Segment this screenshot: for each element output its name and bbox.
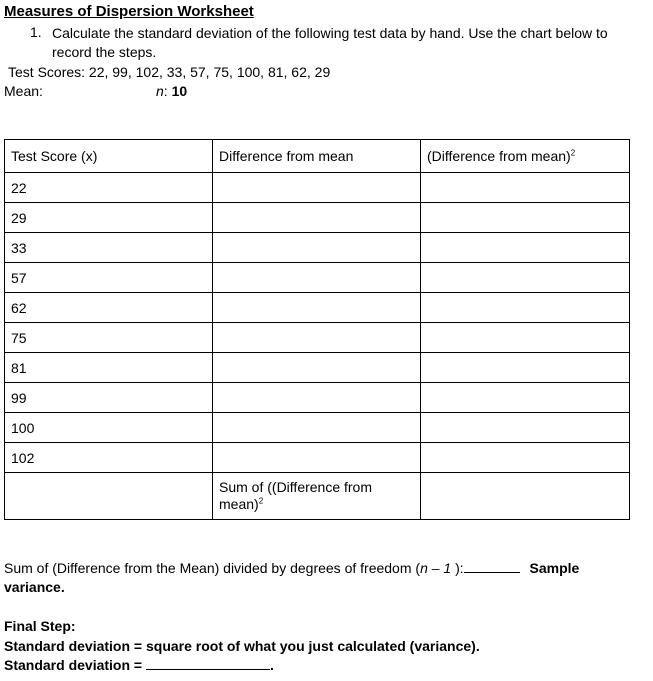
score-cell: 100 — [5, 413, 213, 443]
test-scores: Test Scores: 22, 99, 102, 33, 57, 75, 100, 81, 62, 29 — [8, 64, 331, 80]
final-step-line2: Standard deviation = . — [4, 657, 274, 673]
stddev-blank[interactable] — [146, 657, 270, 670]
squared-cell[interactable] — [421, 443, 630, 473]
score-cell: 99 — [5, 383, 213, 413]
squared-cell[interactable] — [421, 233, 630, 263]
header-difference: Difference from mean — [213, 140, 421, 173]
difference-cell[interactable] — [213, 293, 421, 323]
table-row — [5, 293, 630, 323]
score-cell: 22 — [5, 173, 213, 203]
n-value — [156, 83, 187, 99]
difference-cell[interactable] — [213, 443, 421, 473]
squared-cell[interactable] — [421, 203, 630, 233]
score-cell: 33 — [5, 233, 213, 263]
difference-cell[interactable] — [213, 383, 421, 413]
difference-cell[interactable] — [213, 323, 421, 353]
table-row — [5, 323, 630, 353]
table-row — [5, 263, 630, 293]
table-row — [5, 173, 630, 203]
squared-cell[interactable] — [421, 323, 630, 353]
sum-label-cell: Sum of ((Difference from mean)$^2$ — [213, 473, 421, 520]
squared-cell[interactable] — [421, 413, 630, 443]
n-number: 10 — [171, 83, 188, 99]
table-row — [5, 203, 630, 233]
difference-cell[interactable] — [213, 173, 421, 203]
squared-cell[interactable] — [421, 263, 630, 293]
score-cell: 102 — [5, 443, 213, 473]
final-step — [4, 617, 480, 676]
squared-cell[interactable] — [421, 173, 630, 203]
score-cell: 29 — [5, 203, 213, 233]
difference-cell[interactable] — [213, 233, 421, 263]
sum-empty-cell — [5, 473, 213, 520]
difference-cell[interactable] — [213, 413, 421, 443]
variance-instruction: Sum of (Difference from the Mean) divided by degrees of freedom (n – 1 ): Sample variance. — [4, 560, 580, 595]
variance-blank[interactable] — [464, 560, 520, 573]
question-number: 1. — [30, 24, 42, 40]
final-step-heading: Final Step: — [4, 618, 76, 634]
question-text: Calculate the standard deviation of the following test data by hand. Use the chart below to record the steps. — [52, 25, 608, 60]
score-cell: 57 — [5, 263, 213, 293]
difference-cell[interactable] — [213, 353, 421, 383]
squared-cell[interactable] — [421, 383, 630, 413]
score-cell: 75 — [5, 323, 213, 353]
table-header-row — [5, 140, 630, 173]
difference-cell[interactable] — [213, 263, 421, 293]
squared-cell[interactable] — [421, 353, 630, 383]
sum-row — [5, 473, 630, 520]
table-row — [5, 233, 630, 263]
n-label: n — [156, 83, 164, 99]
table-row — [5, 383, 630, 413]
header-difference-squared: (Difference from mean)$^2$ — [421, 140, 630, 173]
score-cell: 81 — [5, 353, 213, 383]
mean-label: Mean: — [4, 83, 43, 99]
table-row — [5, 443, 630, 473]
table-row — [5, 353, 630, 383]
squared-cell[interactable] — [421, 293, 630, 323]
difference-cell[interactable] — [213, 203, 421, 233]
calculation-table — [4, 139, 630, 520]
header-test-score: Test Score (x) — [5, 140, 213, 173]
score-cell: 62 — [5, 293, 213, 323]
final-step-line1: Standard deviation = square root of what you just calculated (variance). — [4, 637, 480, 654]
sum-value-cell[interactable] — [421, 473, 630, 520]
table-row — [5, 413, 630, 443]
worksheet-title: Measures of Dispersion Worksheet — [4, 3, 254, 20]
n-separator: : — [163, 83, 168, 99]
